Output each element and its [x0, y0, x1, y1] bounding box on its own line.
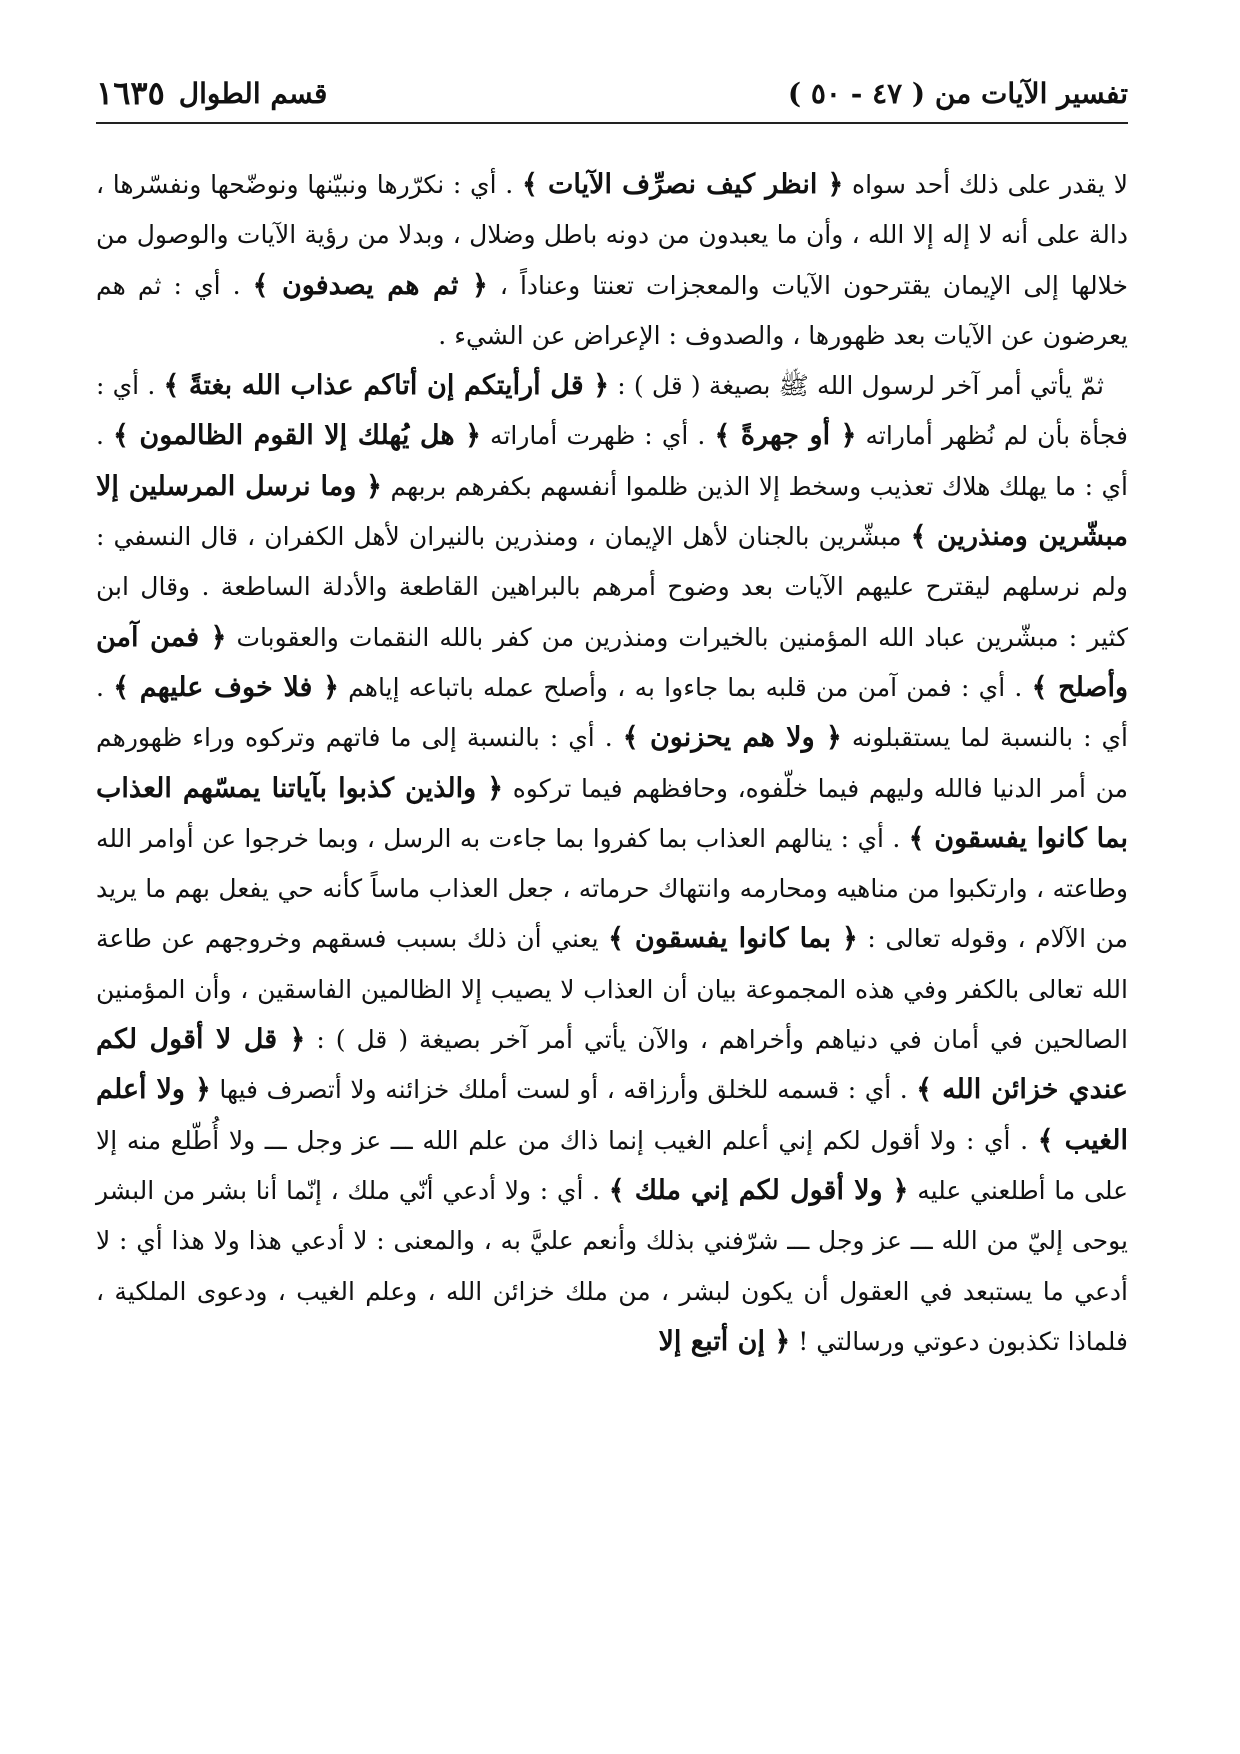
commentary-text: يعني أن ذلك بسبب فسقهم وخروجهم عن طاعة الله تعالى بالكفر وفي هذه المجموعة بيان أن العذاب لا يصيب إلا الظالمين الفاسقين ، وأن المؤمنين الصالحين في أمان في دنياهم وأخراهم ، والآن يأتي أمر آخر بصيغة ( قل ) : [96, 924, 1128, 1055]
commentary-text: . أي : فجأة بأن لم نُظهر أماراته [96, 371, 1128, 451]
quran-verse: ﴿ ثم هم يصدفون ﴾ [252, 269, 488, 301]
page-header [96, 64, 1128, 124]
quran-verse: ﴿ أو جهرةً ﴾ [714, 420, 857, 452]
main-text [96, 160, 1128, 1367]
commentary-text: . أي : نكرّرها ونبيّنها ونوضّحها ونفسّرها ، دالة على أنه لا إله إلا الله ، وأن ما يعبدون من دونه باطل وضلال ، وبدلا من رؤية الآيات والوصول من خلالها إلى الإيمان يقترحون الآيات والمعجزات تعنتا وعناداً ، [96, 170, 1128, 300]
quran-verse: ﴿ فمن آمن وأصلح ﴾ [96, 621, 1128, 703]
running-title: تفسير الآيات من ( ٤٧ - ٥٠ ) [787, 76, 1128, 110]
quran-verse: ﴿ فلا خوف عليهم ﴾ [113, 671, 339, 703]
quran-verse: ﴿ قل أرأيتكم إن أتاكم عذاب الله بغتةً ﴾ [163, 370, 610, 402]
commentary-text: . أي : قسمه للخلق وأرزاقه ، أو لست أملك خزائنه ولا أتصرف فيها [210, 1075, 917, 1105]
commentary-text: . أي : ثم هم يعرضون عن الآيات بعد ظهورها ، والصدوف : الإعراض عن الشيء . [96, 270, 1128, 350]
quran-verse: ﴿ ولا هم يحزنون ﴾ [622, 722, 842, 754]
commentary-text: ثمّ يأتي أمر آخر لرسول الله ﷺ بصيغة ( قل ) : [609, 371, 1104, 401]
commentary-text: . أي : بالنسبة إلى ما فاتهم وتركوه وراء ظهورهم من أمر الدنيا فالله وليهم فيما خلّفوه، وحافظهم فيما تركوه [96, 723, 1128, 803]
commentary-text: . أي : فمن آمن من قلبه بما جاءوا به ، وأصلح عمله باتباعه إياهم [338, 672, 1032, 702]
quran-verse: ﴿ قل لا أقول لكم عندي خزائن الله ﴾ [96, 1024, 1128, 1106]
commentary-text: . أي : ولا أقول لكم إني أعلم الغيب إنما ذاك من علم الله ـــ عز وجل ـــ ولا أُطّلع منه إلا على ما أطلعني عليه [96, 1125, 1129, 1205]
commentary-text: . أي : ظهرت أماراته [480, 421, 715, 451]
quran-verse: ﴿ إن أتبع إلا [658, 1325, 791, 1357]
quran-verse: ﴿ والذين كذبوا بآياتنا يمسّهم العذاب بما كانوا يفسقون ﴾ [96, 772, 1128, 854]
quran-verse: ﴿ ولا أقول لكم إني ملك ﴾ [608, 1174, 909, 1206]
commentary-text: . أي : ما يهلك هلاك تعذيب وسخط إلا الذين ظلموا أنفسهم بكفرهم بربهم [96, 421, 1128, 501]
section-name: قسم الطوال [178, 76, 328, 110]
quran-verse: ﴿ وما نرسل المرسلين إلا مبشّرين ومنذرين ﴾ [96, 470, 1129, 553]
quran-verse: ﴿ بما كانوا يفسقون ﴾ [608, 923, 858, 955]
page-number: ١٦٣٥ [96, 74, 165, 112]
commentary-text: . أي : ينالهم العذاب بما كفروا بما جاءت به الرسل ، وبما خرجوا عن أوامر الله وطاعته ، وارتكبوا من مناهيه ومحارمه وانتهاك حرماته ، جعل العذاب ماساً كأنه حي يفعل بهم ما يريد من الآلام ، وقوله تعالى : [96, 823, 1128, 954]
commentary-text: لا يقدر على ذلك أحد سواه [843, 170, 1128, 199]
paragraph [96, 160, 1128, 361]
commentary-text: . أي : ولا أدعي أنّي ملك ، إنّما أنا بشر من البشر يوحى إليّ من الله ـــ عز وجل ـــ شرّفني بذلك وأنعم عليَّ به ، والمعنى : لا أدعي هذا ولا هذا أي : لا أدعي ما يستبعد في العقول أن يكون لبشر ، من ملك خزائن الله ، وعلم الغيب ، ودعوى الملكية ، فلماذا تكذبون دعوتي ورسالتي ! [96, 1175, 1128, 1356]
paragraph [96, 361, 1128, 1367]
header-section-group [96, 74, 327, 112]
commentary-text: . أي : بالنسبة لما يستقبلونه [96, 672, 1128, 753]
commentary-text: مبشّرين بالجنان لأهل الإيمان ، ومنذرين بالنيران لأهل الكفران ، قال النسفي : ولم نرسلهم ليقترح عليهم الآيات بعد وضوح أمرهم بالبراهين القاطعة والأدلة الساطعة . وقال ابن كثير : مبشّرين عباد الله المؤمنين بالخيرات ومنذرين من كفر بالله النقمات والعقوبات [96, 522, 1128, 652]
quran-verse: ﴿ هل يُهلك إلا القوم الظالمون ﴾ [113, 420, 481, 452]
quran-verse: ﴿ انظر كيف نصرِّف الآيات ﴾ [521, 169, 844, 200]
quran-verse: ﴿ ولا أعلم الغيب ﴾ [96, 1074, 1128, 1156]
